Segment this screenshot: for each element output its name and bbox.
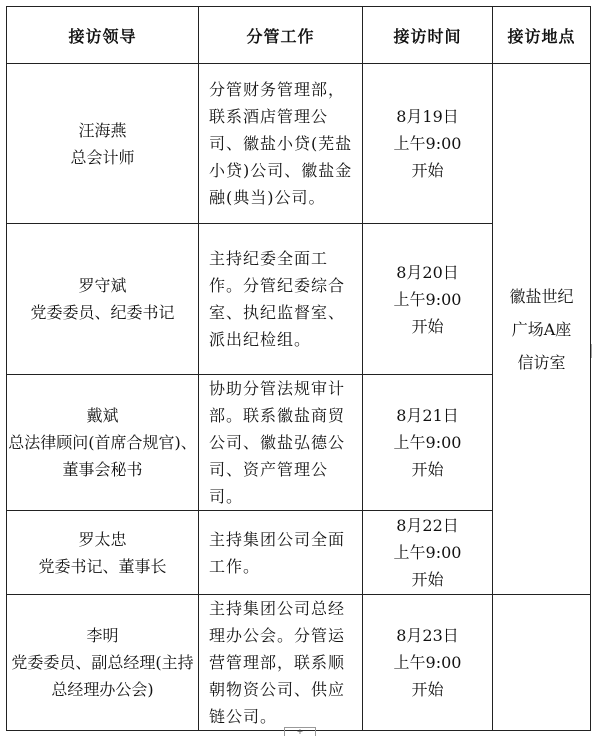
header-duty: 分管工作 xyxy=(199,7,363,64)
duty-cell: 主持集团公司全面工作。 xyxy=(199,511,363,595)
duty-cell: 主持纪委全面工作。分管纪委综合室、执纪监督室、派出纪检组。 xyxy=(199,224,363,375)
location-empty-cell xyxy=(493,595,591,731)
reception-schedule-table xyxy=(6,6,591,731)
leader-title: 总会计师 xyxy=(70,147,135,167)
leader-name: 戴斌 xyxy=(86,406,119,425)
time-cell xyxy=(363,595,493,731)
leader-name: 汪海燕 xyxy=(78,120,127,140)
reception-date: 8月22日 xyxy=(396,516,459,535)
time-cell xyxy=(363,64,493,224)
reception-date: 8月20日 xyxy=(396,262,459,282)
time-cell xyxy=(363,375,493,511)
reception-date: 8月23日 xyxy=(396,626,459,645)
leader-name: 罗守斌 xyxy=(78,276,127,295)
leader-name: 李明 xyxy=(86,626,119,645)
reception-start: 开始 xyxy=(411,680,444,699)
reception-clock: 上午9:00 xyxy=(393,653,462,672)
location-cell xyxy=(493,64,591,595)
leader-cell xyxy=(7,64,199,224)
table-row xyxy=(7,64,591,224)
location-line-3: 信访室 xyxy=(517,352,566,372)
header-time: 接访时间 xyxy=(363,7,493,64)
duty-cell: 主持集团公司总经理办公会。分管运营管理部，联系顺朝物资公司、供应链公司。 xyxy=(199,595,363,731)
leader-cell xyxy=(7,595,199,731)
leader-title: 党委委员、副总经理(主持总经理办公会) xyxy=(11,653,194,699)
leader-cell xyxy=(7,224,199,375)
duty-cell: 协助分管法规审计部。联系徽盐商贸公司、徽盐弘德公司、资产管理公司。 xyxy=(199,375,363,511)
reception-clock: 上午9:00 xyxy=(393,543,462,562)
time-cell xyxy=(363,511,493,595)
reception-start: 开始 xyxy=(411,161,444,180)
leader-title: 党委书记、董事长 xyxy=(38,556,167,576)
header-leader: 接访领导 xyxy=(7,7,199,64)
page-edge-marker xyxy=(591,344,596,358)
reception-clock: 上午9:00 xyxy=(393,289,462,309)
reception-clock: 上午9:00 xyxy=(393,134,462,153)
header-location: 接访地点 xyxy=(493,7,591,64)
time-cell xyxy=(363,224,493,375)
table-move-handle[interactable]: + xyxy=(284,727,316,736)
reception-date: 8月21日 xyxy=(396,406,459,425)
reception-start: 开始 xyxy=(411,460,444,479)
location-line-2: 广场A座 xyxy=(511,319,572,339)
location-line-1: 徽盐世纪 xyxy=(509,286,574,306)
duty-cell: 分管财务管理部，联系酒店管理公司、徽盐小贷(芜盐小贷)公司、徽盐金融(典当)公司。 xyxy=(199,64,363,224)
leader-cell xyxy=(7,375,199,511)
reception-clock: 上午9:00 xyxy=(393,433,462,452)
reception-start: 开始 xyxy=(411,316,444,336)
table-row xyxy=(7,595,591,731)
leader-cell xyxy=(7,511,199,595)
leader-title: 总法律顾问(首席合规官)、董事会秘书 xyxy=(8,433,197,479)
reception-start: 开始 xyxy=(411,570,444,589)
leader-title: 党委委员、纪委书记 xyxy=(30,303,175,322)
leader-name: 罗太忠 xyxy=(78,529,127,549)
reception-date: 8月19日 xyxy=(396,107,459,126)
header-row xyxy=(7,7,591,64)
